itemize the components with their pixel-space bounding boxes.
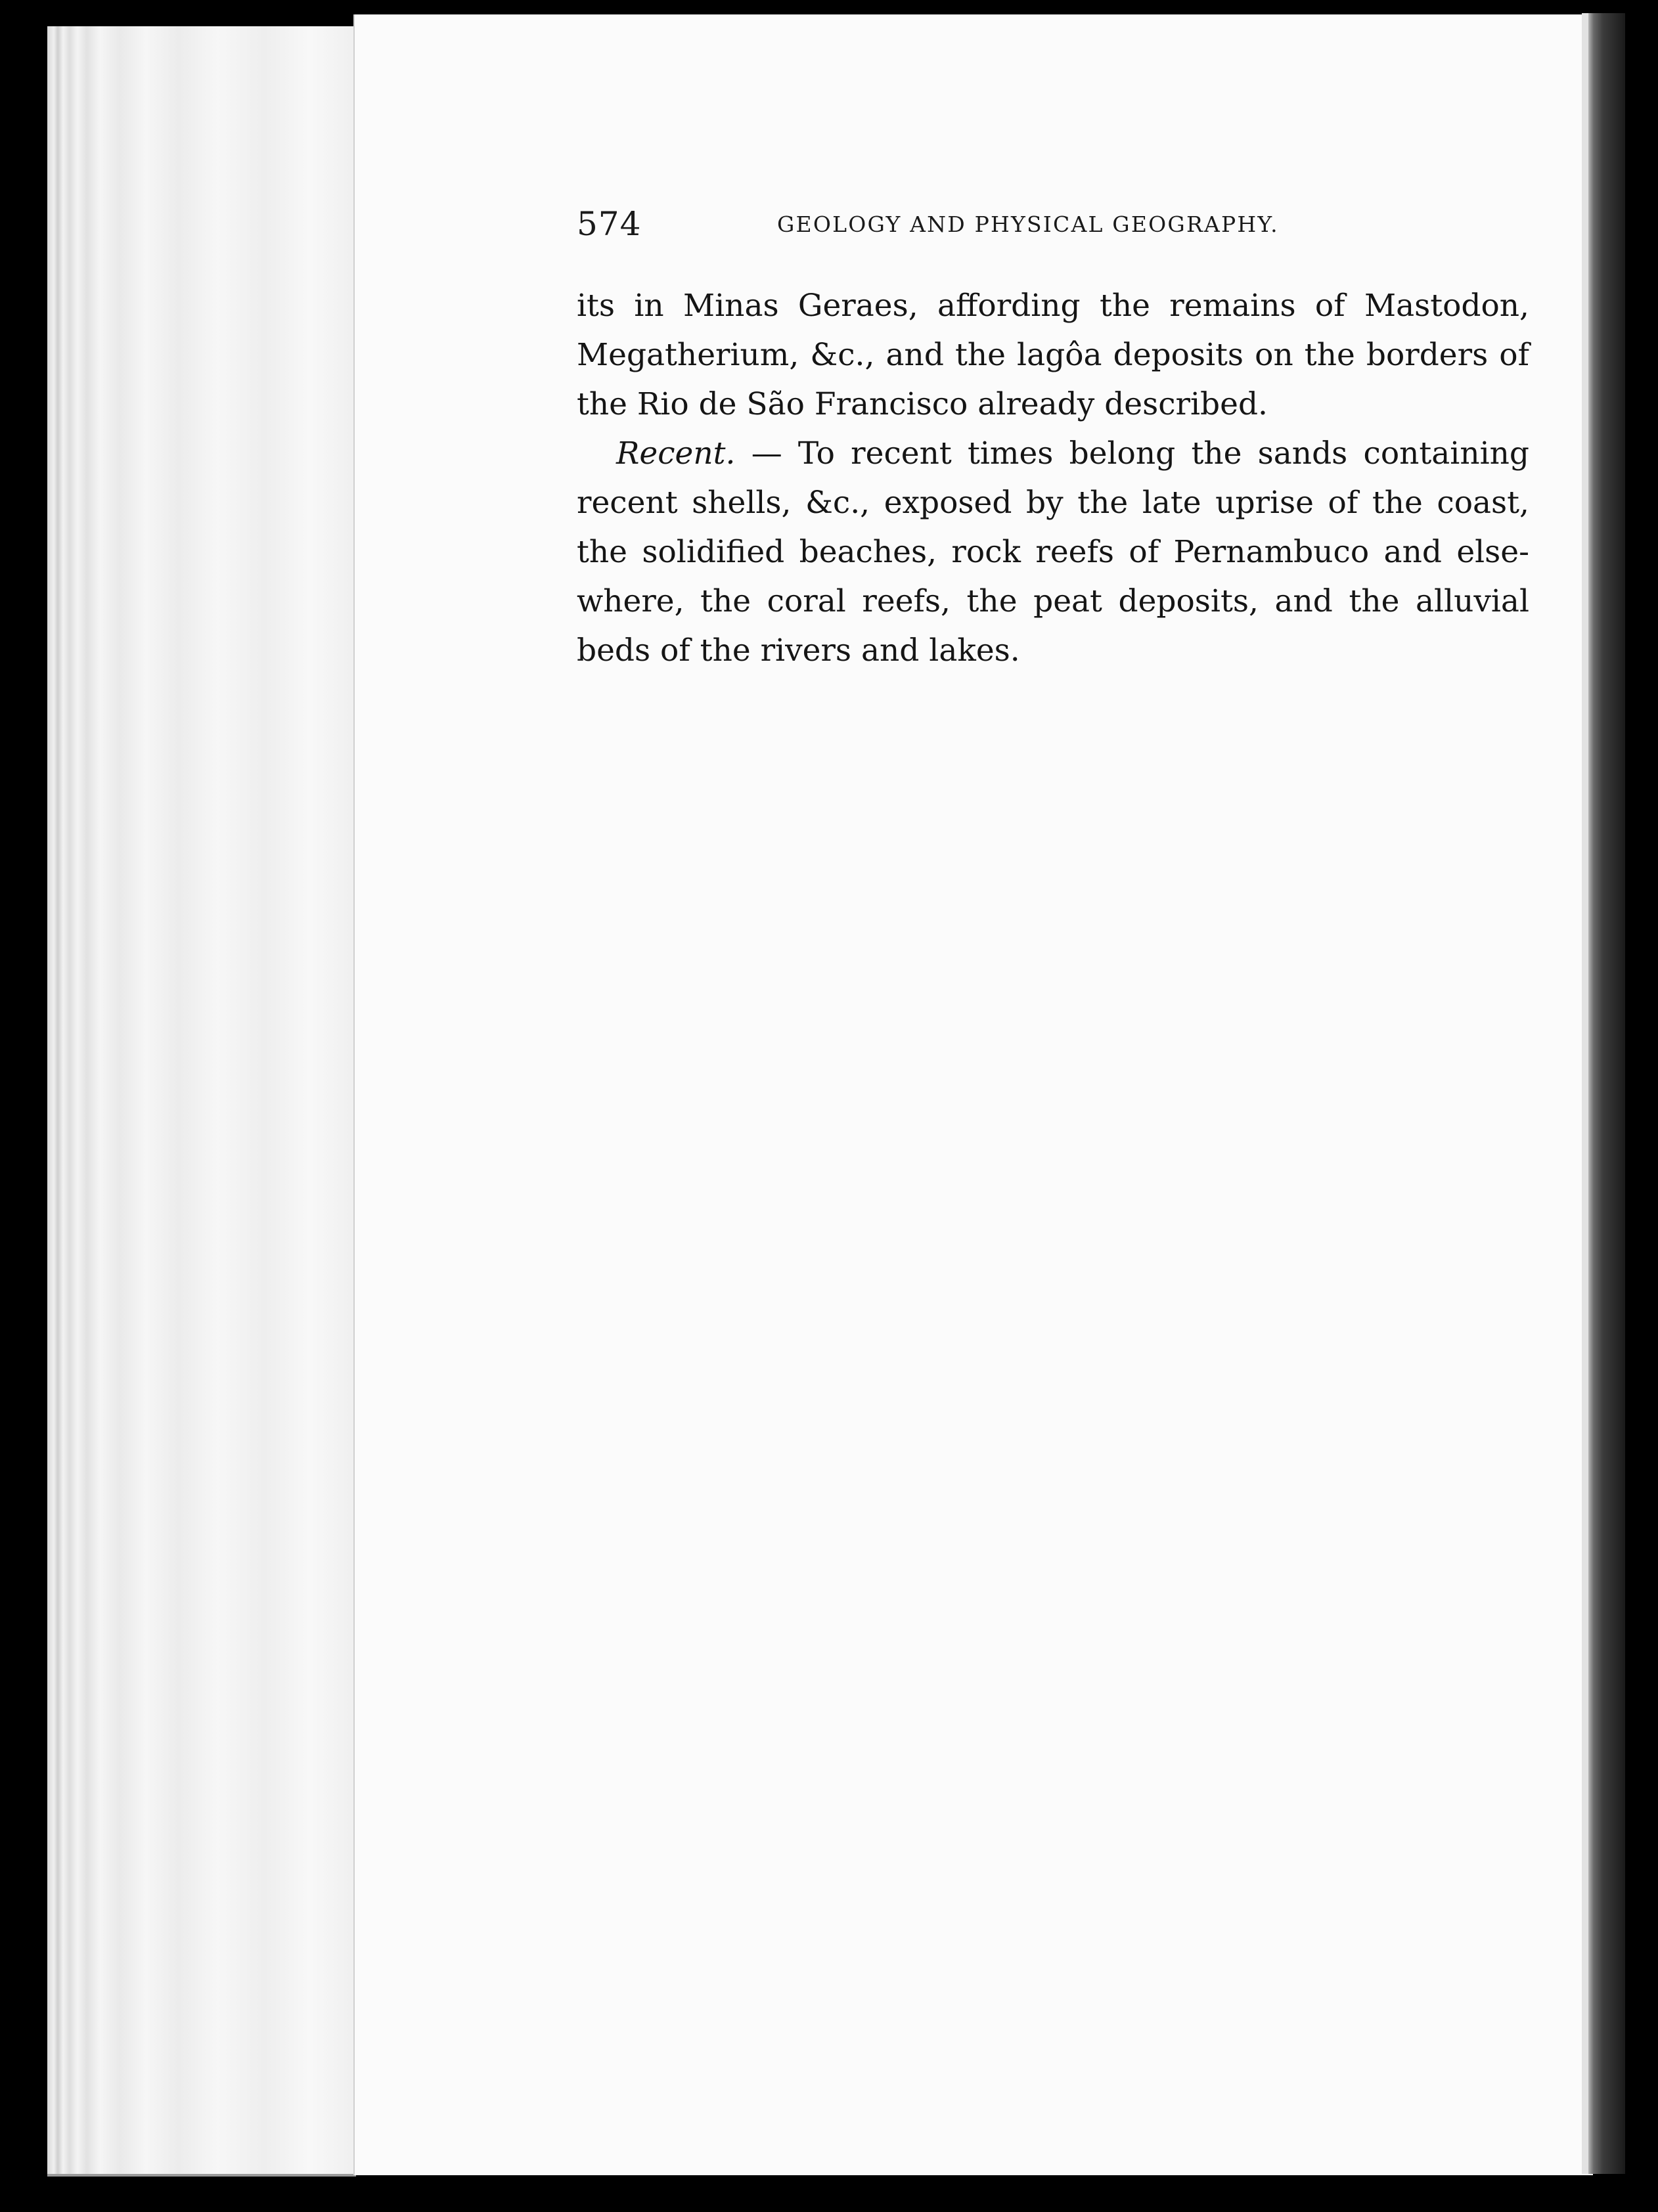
section-lead-in: Recent. <box>616 435 736 472</box>
text-line: where, the coral reefs, the peat deposits, and the alluvial <box>577 583 1529 619</box>
paragraph-1 <box>577 281 1529 429</box>
running-head <box>577 205 1339 251</box>
page-number: 574 <box>577 205 642 243</box>
body-text <box>577 281 1529 675</box>
text-line <box>577 429 1529 478</box>
text-line: the Rio de São Francisco already described. <box>577 386 1268 422</box>
text-line: recent shells, &c., exposed by the late uprise of the coast, <box>577 485 1529 521</box>
running-title: GEOLOGY AND PHYSICAL GEOGRAPHY. <box>777 211 1279 237</box>
text-line: the solidified beaches, rock reefs of Pernambuco and else- <box>577 534 1529 570</box>
paragraph-2 <box>577 429 1529 675</box>
book-binding <box>1588 13 1625 2174</box>
text-line: Megatherium, &c., and the lagôa deposits on the borders of <box>577 337 1529 373</box>
page-edges <box>47 26 356 2177</box>
text-line: its in Minas Geraes, affording the remains of Mastodon, <box>577 288 1529 324</box>
lead-line-rest: — To recent times belong the sands containing <box>751 435 1529 472</box>
text-line: beds of the rivers and lakes. <box>577 632 1020 669</box>
